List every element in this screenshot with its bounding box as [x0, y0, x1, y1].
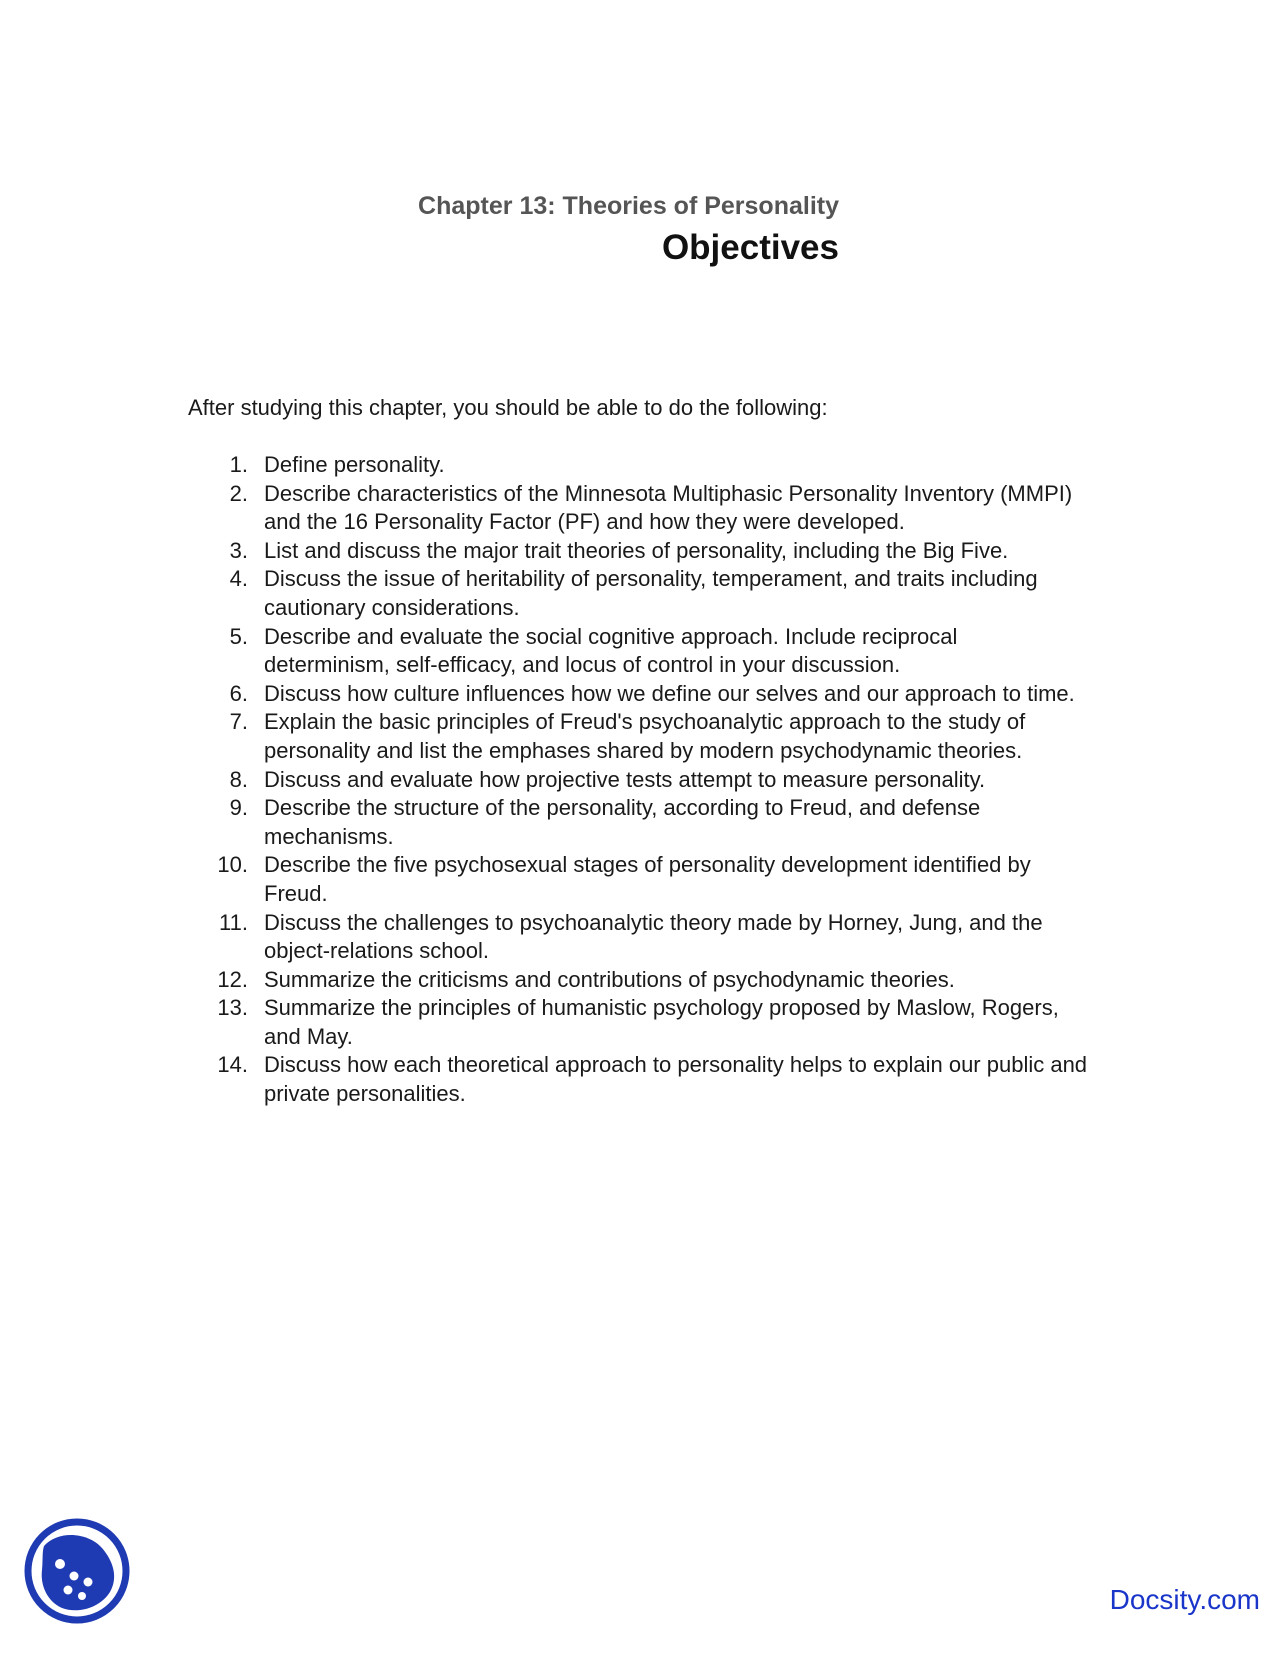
- objective-text: Describe characteristics of the Minnesota Multiphasic Personality Inventory (MMPI) and the 16 Personality Factor (PF) and how they were developed.: [264, 480, 1073, 535]
- objective-text: Discuss how culture influences how we define our selves and our approach to time.: [264, 680, 1075, 706]
- page-title: Objectives: [661, 228, 839, 267]
- objective-text: Describe the structure of the personality, according to Freud, and defense mechanisms.: [264, 795, 981, 849]
- objective-text: Discuss and evaluate how projective tests attempt to measure personality.: [264, 766, 986, 792]
- objective-text: Summarize the principles of humanistic psychology proposed by Maslow, Rogers, and May.: [264, 995, 1059, 1049]
- docsity-brand-link[interactable]: Docsity.com: [1109, 1584, 1260, 1615]
- objective-text: Summarize the criticisms and contributions of psychodynamic theories.: [264, 966, 955, 992]
- objective-number: 7.: [229, 709, 248, 735]
- objective-item: [188, 537, 1088, 566]
- objective-text: Define personality.: [264, 452, 445, 477]
- objective-text: Discuss the challenges to psychoanalytic theory made by Horney, Jung, and the object-relations school.: [264, 909, 1043, 964]
- objective-item: [188, 1051, 1088, 1108]
- objective-text: Describe the five psychosexual stages of personality development identified by Freud.: [264, 852, 1031, 906]
- objective-text: Describe and evaluate the social cognitive approach. Include reciprocal determinism, self-efficacy, and locus of control in your discussion.: [264, 623, 958, 678]
- objective-number: 13.: [217, 995, 248, 1021]
- objective-number: 14.: [217, 1052, 248, 1078]
- objective-number: 9.: [229, 795, 248, 821]
- objective-item: [188, 451, 1088, 480]
- chapter-title: Chapter 13: Theories of Personality: [418, 192, 839, 220]
- objective-text: Discuss how each theoretical approach to personality helps to explain our public and private personalities.: [264, 1052, 1088, 1107]
- docsity-logo-icon[interactable]: [22, 1516, 132, 1626]
- objective-number: 2.: [229, 480, 248, 506]
- objective-number: 1.: [229, 452, 248, 477]
- objective-item: [188, 994, 1088, 1051]
- objective-number: 6.: [229, 680, 248, 706]
- objective-item: [188, 909, 1088, 966]
- objective-number: 12.: [217, 966, 248, 992]
- objective-text: Explain the basic principles of Freud's psychoanalytic approach to the study of personality and list the emphases shared by modern psychodynamic theories.: [264, 709, 1026, 763]
- objective-item: [188, 623, 1088, 680]
- objectives-list: [188, 451, 1088, 1109]
- objective-number: 10.: [217, 852, 248, 878]
- objective-text: List and discuss the major trait theories of personality, including the Big Five.: [264, 537, 1009, 563]
- intro-text: After studying this chapter, you should be able to do the following:: [188, 395, 828, 420]
- objective-number: 11.: [219, 909, 248, 935]
- objective-item: [188, 794, 1088, 851]
- objective-item: [188, 480, 1088, 537]
- objective-item: [188, 565, 1088, 622]
- objective-text: Discuss the issue of heritability of personality, temperament, and traits including cautionary considerations.: [264, 566, 1038, 620]
- objective-number: 5.: [229, 623, 248, 649]
- objective-item: [188, 708, 1088, 765]
- objective-item: [188, 680, 1088, 709]
- objective-item: [188, 851, 1088, 908]
- objective-number: 3.: [229, 537, 248, 563]
- objective-item: [188, 766, 1088, 795]
- objective-number: 4.: [229, 566, 248, 592]
- objective-item: [188, 966, 1088, 995]
- objective-number: 8.: [229, 766, 248, 792]
